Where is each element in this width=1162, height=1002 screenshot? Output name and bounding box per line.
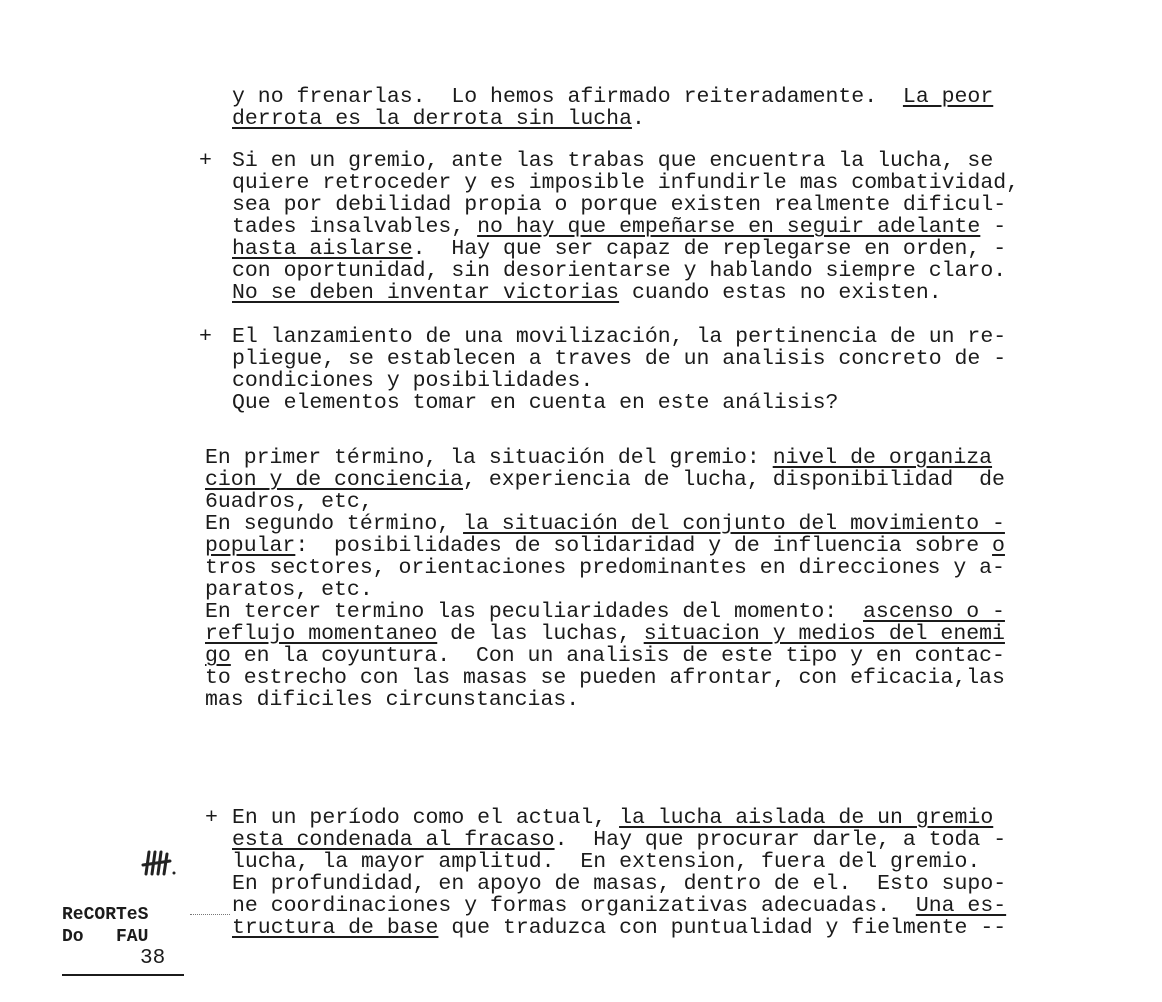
text-run: pliegue, se establecen a traves de un analisis concreto de - <box>232 347 1007 371</box>
text-run: tros sectores, orientaciones predominantes en direcciones y a- <box>205 556 1005 580</box>
text-line <box>232 873 1006 895</box>
text-run: con oportunidad, sin desorientarse y hablando siempre claro. <box>232 259 1007 283</box>
text-run: - <box>980 215 1007 239</box>
underlined-text: Una es- <box>915 894 1007 918</box>
text-run: y no frenarlas. Lo hemos afirmado reiteradamente. <box>232 85 903 109</box>
text-line <box>232 807 993 829</box>
text-line <box>232 194 1006 216</box>
text-run: en la coyuntura. Con un analisis de este tipo y en contac- <box>230 644 1005 668</box>
text-run: . Hay que procurar darle, a toda - <box>554 828 1007 852</box>
text-line <box>205 689 579 711</box>
stamp-line-1: ReCORTeS <box>62 905 149 925</box>
text-line <box>205 535 1005 557</box>
text-line <box>232 238 1006 260</box>
text-line <box>205 469 1005 491</box>
text-line <box>232 917 1006 939</box>
underlined-text: nivel de organiza <box>772 446 993 470</box>
text-line <box>232 829 1006 851</box>
text-line <box>232 348 1006 370</box>
text-line <box>232 172 1019 194</box>
underlined-text: go <box>205 644 231 668</box>
text-run: El lanzamiento de una movilización, la pertinencia de un re- <box>232 325 1007 349</box>
underlined-text: la lucha aislada de un gremio <box>619 806 994 830</box>
underlined-text: ascenso o - <box>863 600 1005 624</box>
text-line <box>205 601 1005 623</box>
page-number: 38 <box>140 947 166 970</box>
underlined-text: La peor <box>902 85 994 109</box>
text-run: sea por debilidad propia o porque existen realmente dificul- <box>232 193 1007 217</box>
text-line <box>205 645 1005 667</box>
text-run: Si en un gremio, ante las trabas que encuentra la lucha, se <box>232 149 994 173</box>
text-line <box>205 579 373 601</box>
underlined-text: cion y de conciencia <box>205 468 464 492</box>
text-line <box>232 392 838 414</box>
text-run: Que elementos tomar en cuenta en este análisis? <box>232 391 839 415</box>
bullet-mark: + <box>205 806 218 830</box>
text-run: . Hay que ser capaz de replegarse en orden, - <box>412 237 1007 261</box>
text-run: En tercer termino las peculiaridades del momento: <box>205 600 864 624</box>
text-run: mas dificiles circunstancias. <box>205 688 580 712</box>
text-line <box>205 491 373 513</box>
text-run: En segundo término, <box>205 512 464 536</box>
text-run: que traduzca con puntualidad y fielmente -- <box>438 916 1007 940</box>
stamp-leader-dots <box>190 914 230 916</box>
text-run: to estrecho con las masas se pueden afrontar, con eficacia,las <box>205 666 1005 690</box>
text-run: paratos, etc. <box>205 578 373 602</box>
text-run: lucha, la mayor amplitud. En extension, fuera del gremio. <box>232 850 981 874</box>
text-run: tades insalvables, <box>232 215 478 239</box>
text-line <box>232 86 993 108</box>
text-line <box>232 108 645 130</box>
underlined-text: o <box>992 534 1005 558</box>
underlined-text: hasta aislarse <box>232 237 413 261</box>
bullet-mark: + <box>199 149 212 173</box>
text-line <box>232 216 1006 238</box>
underlined-text: derrota es la derrota sin lucha <box>232 107 632 131</box>
text-line <box>232 895 1006 917</box>
text-run: En un período como el actual, <box>232 806 620 830</box>
text-line <box>205 667 1005 689</box>
text-line <box>205 513 1005 535</box>
underlined-text: popular <box>205 534 296 558</box>
underlined-text: la situación del conjunto del movimiento - <box>463 512 1005 536</box>
text-run: . <box>631 107 645 131</box>
text-line <box>205 557 1005 579</box>
text-run: cuando estas no existen. <box>619 281 942 305</box>
text-run: 6uadros, etc, <box>205 490 373 514</box>
text-run: En primer término, la situación del gremio: <box>205 446 773 470</box>
underlined-text: reflujo momentaneo <box>205 622 438 646</box>
stamp-rule <box>62 974 184 976</box>
underlined-text: esta condenada al fracaso <box>232 828 555 852</box>
text-line <box>205 623 1005 645</box>
text-line <box>232 282 942 304</box>
handwritten-tally-icon <box>140 849 180 877</box>
text-run: En profundidad, en apoyo de masas, dentro de el. Esto supo- <box>232 872 1007 896</box>
text-run: de las luchas, <box>437 622 644 646</box>
text-line <box>232 370 593 392</box>
bullet-mark: + <box>199 325 212 349</box>
underlined-text: no hay que empeñarse en seguir adelante <box>477 215 981 239</box>
text-line <box>205 447 992 469</box>
text-run: condiciones y posibilidades. <box>232 369 594 393</box>
text-line <box>232 150 993 172</box>
text-run: , experiencia de lucha, disponibilidad de <box>463 468 1005 492</box>
stamp-line-2: Do FAU <box>62 927 149 947</box>
text-line <box>232 326 1006 348</box>
text-run: : posibilidades de solidaridad y de influencia sobre <box>295 534 993 558</box>
text-line <box>232 851 980 873</box>
underlined-text: tructura de base <box>232 916 439 940</box>
text-run: quiere retroceder y es imposible infundirle mas combatividad, <box>232 171 1020 195</box>
text-run: ne coordinaciones y formas organizativas adecuadas. <box>232 894 916 918</box>
text-line <box>232 260 1006 282</box>
underlined-text: No se deben inventar victorias <box>232 281 620 305</box>
underlined-text: situacion y medios del enemi <box>643 622 1005 646</box>
